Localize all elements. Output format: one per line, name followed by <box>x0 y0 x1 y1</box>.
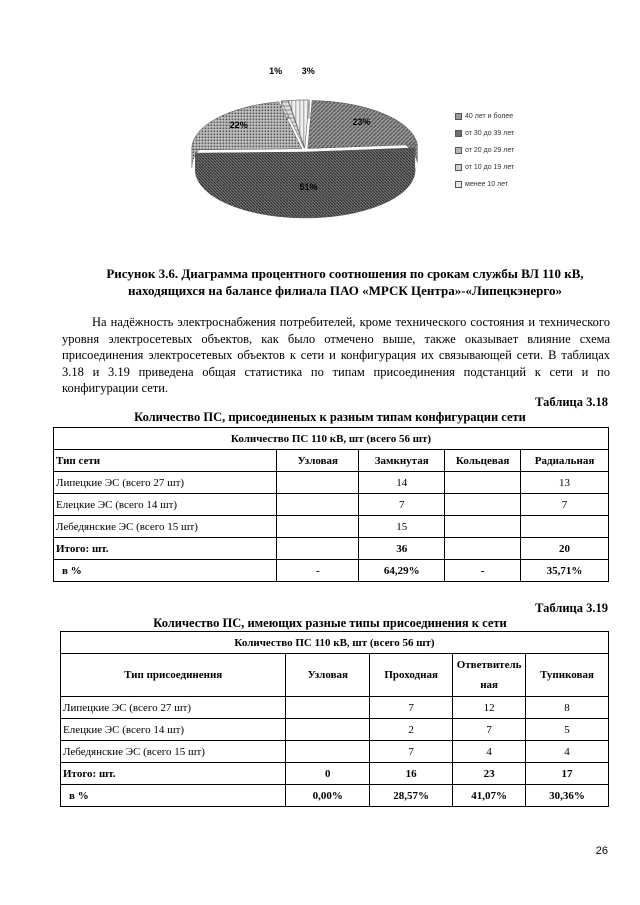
table-cell: 41,07% <box>453 785 526 807</box>
table-total-row <box>54 538 609 560</box>
table-cell: 4 <box>453 741 526 763</box>
legend-item <box>455 142 514 159</box>
legend-label: от 30 до 39 лет <box>465 130 515 137</box>
chart-legend <box>455 108 514 193</box>
caption-line-1: Рисунок 3.6. Диаграмма процентного соотношения по срокам службы ВЛ 110 кВ, <box>106 266 584 281</box>
figure-caption <box>60 265 630 299</box>
table-cell: Лебедянские ЭС (всего 15 шт) <box>54 516 277 538</box>
table-319-super-header: Количество ПС 110 кВ, шт (всего 56 шт) <box>61 632 609 654</box>
table-cell: - <box>445 560 521 582</box>
table-cell: 0 <box>286 763 370 785</box>
legend-swatch <box>455 164 462 171</box>
table-318 <box>53 427 609 582</box>
pie-slice-label: 51% <box>299 181 318 192</box>
table-cell: 2 <box>370 719 453 741</box>
table-cell <box>445 472 521 494</box>
table-cell: 35,71% <box>521 560 609 582</box>
table-row <box>54 472 609 494</box>
legend-item <box>455 108 514 125</box>
legend-swatch <box>455 181 462 188</box>
table-cell <box>286 719 370 741</box>
table-cell <box>286 697 370 719</box>
table-cell <box>277 538 359 560</box>
caption-line-2: находящихся на балансе филиала ПАО «МРСК Центра»-«Липецкэнерго» <box>128 283 562 298</box>
table-cell: 20 <box>521 538 609 560</box>
table-cell: в % <box>54 560 277 582</box>
legend-label: менее 10 лет <box>465 181 508 188</box>
table-row <box>54 494 609 516</box>
table-318-super-header: Количество ПС 110 кВ, шт (всего 56 шт) <box>54 428 609 450</box>
table-cell: 14 <box>359 472 445 494</box>
table-cell: Итого: шт. <box>54 538 277 560</box>
pie-chart <box>150 50 450 255</box>
legend-item <box>455 159 514 176</box>
table-total-row <box>61 763 609 785</box>
table-cell: 4 <box>526 741 609 763</box>
table-cell: Елецкие ЭС (всего 14 шт) <box>61 719 286 741</box>
table-cell: 28,57% <box>370 785 453 807</box>
legend-item <box>455 125 514 142</box>
legend-item <box>455 176 514 193</box>
page-number: 26 <box>595 845 608 857</box>
table-cell: 7 <box>370 741 453 763</box>
table-319-header: Тупиковая <box>526 654 609 697</box>
legend-swatch <box>455 130 462 137</box>
pie-chart-figure <box>150 50 570 255</box>
table-319-header: Ответвитель ная <box>453 654 526 697</box>
table-cell: в % <box>61 785 286 807</box>
table-cell: 5 <box>526 719 609 741</box>
pie-slice-label: 1% <box>269 66 283 76</box>
legend-label: 40 лет и более <box>465 113 514 120</box>
table-cell: Лебедянские ЭС (всего 15 шт) <box>61 741 286 763</box>
table-319-number: Таблица 3.19 <box>535 601 608 615</box>
table-319 <box>60 631 609 807</box>
table-cell: 17 <box>526 763 609 785</box>
table-318-header: Кольцевая <box>445 450 521 472</box>
table-319-header: Тип присоединения <box>61 654 286 697</box>
table-cell <box>445 494 521 516</box>
table-percent-row <box>54 560 609 582</box>
table-cell <box>277 472 359 494</box>
table-row <box>61 719 609 741</box>
table-cell: 7 <box>370 697 453 719</box>
pie-slice-label: 22% <box>229 120 248 131</box>
table-cell: Липецкие ЭС (всего 27 шт) <box>54 472 277 494</box>
table-cell: 7 <box>453 719 526 741</box>
table-cell: Итого: шт. <box>61 763 286 785</box>
body-paragraph: На надёжность электроснабжения потребителей, кроме технического состояния и технического уровня электросетевых объектов, как было отмечено выше, также оказывает влияние схема присоединения электросетевых объектов к сети и конфигурация их связывающей сети. В таблицах 3.18 и 3.19 приведена общая статистика по типам присоединения подстанций к сети и по конфигурации сети. <box>62 315 610 395</box>
table-cell: 36 <box>359 538 445 560</box>
table-cell: 15 <box>359 516 445 538</box>
table-cell: 7 <box>359 494 445 516</box>
table-cell: 8 <box>526 697 609 719</box>
table-cell: 30,36% <box>526 785 609 807</box>
table-cell: 16 <box>370 763 453 785</box>
table-318-header: Радиальная <box>521 450 609 472</box>
table-cell <box>521 516 609 538</box>
table-cell: - <box>277 560 359 582</box>
table-cell: Липецкие ЭС (всего 27 шт) <box>61 697 286 719</box>
legend-label: от 10 до 19 лет <box>465 164 515 171</box>
table-319-header: Проходная <box>370 654 453 697</box>
table-percent-row <box>61 785 609 807</box>
table-cell <box>277 516 359 538</box>
table-318-header: Тип сети <box>54 450 277 472</box>
table-cell <box>286 741 370 763</box>
table-cell <box>445 516 521 538</box>
table-cell: 64,29% <box>359 560 445 582</box>
pie-slice-label: 3% <box>301 66 315 76</box>
table-318-header: Замкнутая <box>359 450 445 472</box>
legend-label: от 20 до 29 лет <box>465 147 515 154</box>
table-318-title: Количество ПС, присоединеных к разным типам конфигурации сети <box>134 410 526 424</box>
table-cell <box>445 538 521 560</box>
table-318-header: Узловая <box>277 450 359 472</box>
table-cell: 23 <box>453 763 526 785</box>
table-row <box>61 741 609 763</box>
table-row <box>61 697 609 719</box>
pie-slice-label: 23% <box>352 116 371 127</box>
table-cell: 12 <box>453 697 526 719</box>
table-cell <box>277 494 359 516</box>
table-cell: Елецкие ЭС (всего 14 шт) <box>54 494 277 516</box>
table-cell: 7 <box>521 494 609 516</box>
legend-swatch <box>455 147 462 154</box>
table-cell: 13 <box>521 472 609 494</box>
table-row <box>54 516 609 538</box>
legend-swatch <box>455 113 462 120</box>
table-318-number: Таблица 3.18 <box>535 395 608 409</box>
table-319-header: Узловая <box>286 654 370 697</box>
table-319-title: Количество ПС, имеющих разные типы присоединения к сети <box>153 616 507 630</box>
table-cell: 0,00% <box>286 785 370 807</box>
